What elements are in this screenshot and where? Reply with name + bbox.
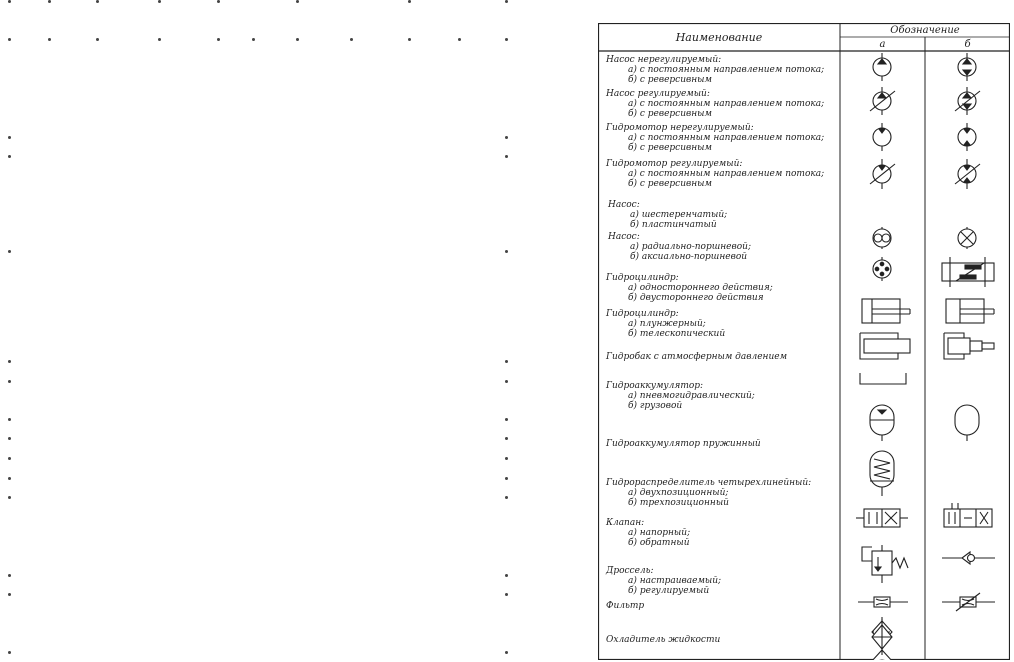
gear-pump-icon [873, 227, 891, 249]
margin-dot [505, 0, 508, 3]
row-title: Дроссель: [606, 566, 654, 576]
tank-icon [860, 373, 906, 384]
margin-dot [252, 38, 255, 41]
row-item: а) с постоянным направлением потока; [628, 99, 825, 109]
margin-dot [8, 574, 11, 577]
hydromotor-regulated-icon [870, 159, 895, 189]
throttle-regulated-icon [942, 593, 995, 611]
row-item: б) регулируемый [628, 586, 710, 596]
margin-dot [505, 38, 508, 41]
margin-dot [505, 593, 508, 596]
margin-dot [8, 155, 11, 158]
margin-dot [408, 0, 411, 3]
margin-dot [8, 418, 11, 421]
margin-dot [505, 418, 508, 421]
row-title: Гидроаккумулятор пружинный [606, 439, 761, 449]
cylinder-telescopic-icon [944, 333, 994, 359]
axial-piston-pump-icon [942, 257, 994, 287]
margin-dot [8, 437, 11, 440]
margin-dot [8, 477, 11, 480]
row-text [606, 273, 773, 303]
row-title: Гидрораспределитель четырехлинейный: [606, 478, 812, 488]
row-item: б) с реверсивным [628, 179, 712, 189]
hydromotor-icon [873, 123, 891, 151]
margin-dot [296, 0, 299, 3]
margin-dot [158, 0, 161, 3]
margin-dot [505, 136, 508, 139]
margin-dot [217, 0, 220, 3]
row-title: Гидромотор нерегулируемый: [606, 123, 754, 133]
cylinder-single-acting-icon [862, 299, 910, 323]
row-item: а) с постоянным направлением потока; [628, 133, 825, 143]
margin-dot [505, 250, 508, 253]
row-title: Охладитель жидкости [606, 635, 721, 645]
row-item: б) с реверсивным [628, 143, 712, 153]
row-title: Гидроаккумулятор: [606, 381, 704, 391]
margin-dot [505, 380, 508, 383]
row-item: б) двустороннего действия [628, 293, 764, 303]
row-title: Насос регулируемый: [606, 89, 710, 99]
check-valve-icon [942, 552, 995, 564]
margin-dot [48, 0, 51, 3]
header-col-a: а [879, 38, 886, 50]
margin-dot [505, 457, 508, 460]
row-text [606, 478, 811, 508]
row-item: б) с реверсивным [628, 109, 712, 119]
row-title: Клапан: [606, 518, 645, 528]
accumulator-weight-icon [955, 405, 979, 441]
margin-dot [158, 38, 161, 41]
margin-dot [8, 457, 11, 460]
vane-pump-icon [958, 227, 976, 249]
row-text [606, 89, 824, 119]
accumulator-pneumatic-icon [870, 405, 894, 441]
row-text [608, 200, 727, 230]
row-title: Насос: [608, 232, 640, 242]
row-item: б) трехпозиционный [628, 498, 729, 508]
header-col-b: б [964, 38, 971, 50]
row-title: Гидромотор регулируемый: [606, 159, 743, 169]
row-text [606, 566, 721, 596]
margin-dot [8, 360, 11, 363]
hydromotor-reversible-icon [958, 123, 976, 151]
row-text [606, 601, 644, 611]
margin-dot [96, 38, 99, 41]
margin-dot [350, 38, 353, 41]
row-item: а) с постоянным направлением потока; [628, 65, 825, 75]
row-title: Гидробак с атмосферным давлением [606, 352, 788, 362]
margin-dot [505, 155, 508, 158]
margin-dot [505, 360, 508, 363]
row-item: б) аксиально-поршневой [630, 252, 748, 262]
pump-unidirectional-icon [873, 53, 891, 81]
margin-dot [505, 496, 508, 499]
row-title: Гидроцилиндр: [606, 273, 679, 283]
pressure-valve-icon [862, 545, 908, 583]
accumulator-spring-icon [870, 451, 894, 496]
row-text [606, 381, 755, 411]
row-title: Фильтр [606, 601, 645, 611]
margin-dot [8, 38, 11, 41]
margin-dot [458, 38, 461, 41]
margin-dot [96, 0, 99, 3]
row-item: а) плунжерный; [628, 319, 706, 329]
cylinder-plunger-icon [860, 333, 910, 359]
row-text [608, 232, 751, 262]
pump-reversible-icon [958, 53, 976, 81]
header-designation: Обозначение [890, 25, 960, 36]
row-item: а) радиально-поршневой; [630, 242, 751, 252]
margin-dot [505, 437, 508, 440]
row-text [606, 439, 761, 449]
row-text [606, 123, 824, 153]
row-text [606, 635, 720, 645]
margin-dot [505, 651, 508, 654]
cooler-symbol [840, 617, 925, 657]
pump-regulated-reversible-icon [955, 87, 980, 115]
row-item: а) двухпозиционный; [628, 488, 729, 498]
row-item: а) с постоянным направлением потока; [628, 169, 825, 179]
row-item: б) пластинчатый [630, 220, 717, 230]
symbols-table [598, 23, 1010, 660]
row-text [606, 309, 725, 339]
row-text [606, 55, 824, 85]
margin-dot [8, 250, 11, 253]
row-text [606, 518, 690, 548]
row-item: а) одностороннего действия; [628, 283, 773, 293]
margin-dot [505, 477, 508, 480]
row-title: Насос: [608, 200, 640, 210]
row-title: Насос нерегулируемый: [606, 55, 722, 65]
margin-dot [8, 593, 11, 596]
row-item: б) обратный [628, 538, 690, 548]
row-text [606, 352, 787, 362]
margin-dot [8, 0, 11, 3]
margin-dot [8, 651, 11, 654]
directional-valve-3pos-icon [944, 503, 992, 527]
radial-piston-pump-icon [873, 257, 891, 281]
symbols-area [840, 51, 1010, 660]
margin-dot [8, 380, 11, 383]
margin-dot [296, 38, 299, 41]
row-item: а) напорный; [628, 528, 691, 538]
row-item: а) шестеренчатый; [630, 210, 728, 220]
row-item: б) грузовой [628, 401, 683, 411]
row-item: б) с реверсивным [628, 75, 712, 85]
margin-dot [8, 136, 11, 139]
row-title: Гидроцилиндр: [606, 309, 679, 319]
row-item: а) пневмогидравлический; [628, 391, 755, 401]
margin-dot [505, 574, 508, 577]
row-item: а) настраиваемый; [628, 576, 722, 586]
margin-dot [217, 38, 220, 41]
pump-regulated-icon [870, 87, 895, 115]
row-text [606, 159, 824, 189]
throttle-adjustable-icon [858, 597, 908, 607]
directional-valve-2pos-icon [856, 509, 908, 527]
margin-dot [8, 496, 11, 499]
margin-dot [48, 38, 51, 41]
margin-dot [408, 38, 411, 41]
row-item: б) телескопический [628, 329, 726, 339]
hydromotor-regulated-reversible-icon [955, 159, 980, 189]
header-name: Наименование [675, 30, 763, 44]
cylinder-double-acting-icon [946, 299, 994, 323]
